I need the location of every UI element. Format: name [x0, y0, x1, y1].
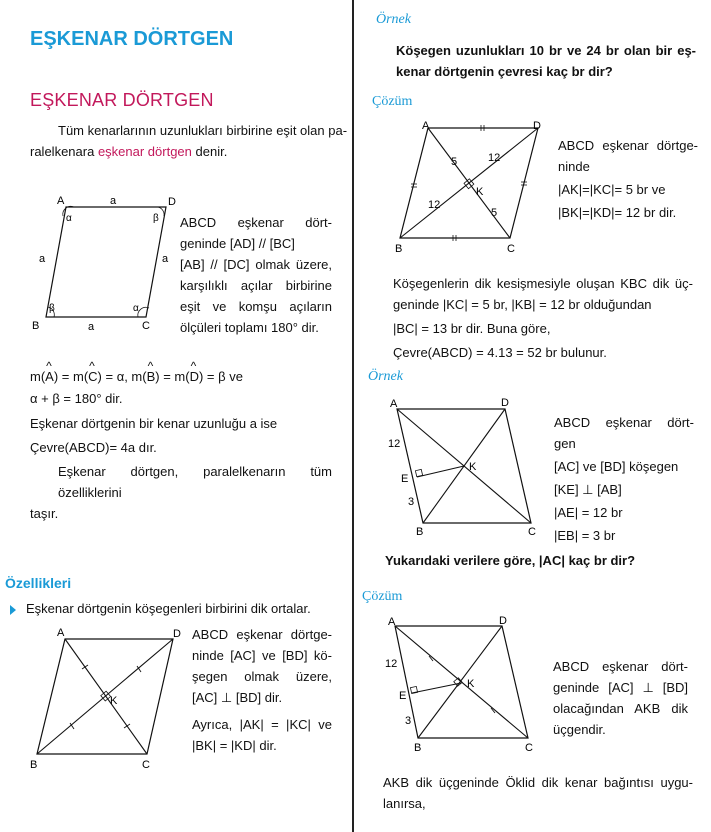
vertex-c-label: C [528, 526, 536, 538]
solution-line: geninde |KC| = 5 br, |KB| = 12 br olduğundan [393, 297, 652, 312]
fig4-text-line: [AC] ve [BD] köşegen [554, 459, 679, 474]
vertex-d-label: D [501, 397, 509, 409]
main-title: EŞKENAR DÖRTGEN [30, 28, 234, 50]
vertex-c-label: C [507, 243, 515, 255]
length-bk-label: 12 [428, 199, 441, 211]
length-ae-label: 12 [388, 438, 401, 450]
vertex-c-label: C [525, 742, 533, 754]
length-kd-label: 12 [488, 152, 501, 164]
solution-line: Çevre(ABCD) = 4.13 = 52 br bulunur. [393, 345, 607, 360]
figure3-description [558, 135, 698, 223]
fig3-text-line: ABCD eşkenar dörtge- [558, 138, 698, 153]
example-1-label: Örnek [376, 12, 411, 27]
solution-line: AKB dik üçgeninde Öklid dik kenar bağıntısı uygu- [383, 775, 693, 790]
vertex-b-label: B [32, 320, 40, 332]
figure1-description [180, 212, 332, 338]
fig3-text-line: |AK|=|KC|= 5 br ve [558, 182, 666, 197]
fig4-text-line: |AE| = 12 br [554, 505, 623, 520]
vertex-a-label: A [57, 627, 65, 639]
example-2-question: Yukarıdaki verilere göre, |AC| kaç br dir? [385, 553, 636, 568]
question-line: kenar dörtgenin çevresi kaç br dir? [396, 64, 613, 79]
definition-term: eşkenar dörtgen [97, 144, 192, 159]
fig2-text-line: Ayrıca, |AK| = |KC| ve [192, 717, 332, 732]
side-a-bottom-label: a [88, 321, 95, 333]
length-kc-label: 5 [491, 207, 498, 219]
solution-2-label: Çözüm [362, 589, 403, 604]
vertex-b-label: B [30, 759, 38, 771]
vertex-b-label: B [416, 526, 424, 538]
vertex-d-label: D [168, 196, 176, 208]
vertex-b-label: B [414, 742, 422, 754]
fig4-text-line: ABCD eşkenar dört- [554, 415, 694, 430]
length-eb-label: 3 [405, 715, 412, 727]
solution-line: |BC| = 13 br dir. Buna göre, [393, 321, 551, 336]
definition-line-2 [30, 141, 227, 162]
vertex-a-label: A [422, 120, 430, 132]
fig5-text-line: olacağından AKB dik [553, 701, 688, 716]
section-title: EŞKENAR DÖRTGEN [30, 90, 214, 110]
angle-d-hat: ^ D [190, 366, 199, 387]
eq-part: ) = α, m( [97, 369, 147, 384]
solution-2-text [383, 772, 693, 814]
fig2-text-line: [AC] ⊥ [BD] dir. [192, 690, 283, 705]
vertex-a-label: A [388, 616, 396, 628]
example-2-label: Örnek [368, 369, 403, 384]
center-k-label: K [476, 186, 484, 198]
rhombus-example-figure [380, 390, 550, 540]
fig4-text-line: [KE] ⊥ [AB] [554, 482, 622, 497]
angle-b-hat: ^ B [147, 366, 156, 387]
angle-beta-d: β [153, 213, 159, 224]
feature-bullet-text: Eşkenar dörtgenin köşegenleri birbirini dik ortalar. [26, 601, 311, 616]
rhombus-solution2-figure [378, 612, 548, 760]
fig2-text-line: ABCD eşkenar dörtge- [192, 627, 332, 642]
center-k-label: K [467, 678, 475, 690]
center-k-label: K [469, 461, 477, 473]
vertex-d-label: D [533, 120, 541, 132]
length-eb-label: 3 [408, 496, 415, 508]
vertex-d-label: D [173, 628, 181, 640]
solution-line: Köşegenlerin dik kesişmesiyle oluşan KBC dik üç- [393, 276, 693, 291]
vertex-c-label: C [142, 759, 150, 771]
angle-sum-equation: α + β = 180° dir. [30, 391, 123, 406]
rhombus-solution-figure [390, 118, 550, 260]
properties-line-2: taşır. [30, 506, 59, 521]
question-line: Köşegen uzunlukları 10 br ve 24 br olan bir eş- [396, 43, 696, 58]
fig4-text-line: |EB| = 3 br [554, 528, 616, 543]
angle-equation [30, 366, 243, 387]
vertex-a-label: A [390, 398, 398, 410]
fig2-text-line: şegen olmak üzere, [192, 669, 332, 684]
figure2-description [192, 624, 332, 756]
figure4-description [554, 412, 694, 546]
angle-alpha-c: α [133, 303, 139, 314]
solution-line: lanırsa, [383, 796, 426, 811]
fig1-text-line: geninde [AD] // [BC] [180, 236, 295, 251]
side-a-top-label: a [110, 195, 117, 207]
side-a-right-label: a [162, 253, 169, 265]
center-k-label: K [110, 695, 118, 707]
fig5-text-line: ABCD eşkenar dört- [553, 659, 688, 674]
feature-bullet [10, 598, 311, 619]
vertex-c-label: C [142, 320, 150, 332]
length-ae-label: 12 [385, 658, 398, 670]
eq-part: m( [30, 369, 46, 384]
vertex-b-label: B [395, 243, 403, 255]
fig4-text-line: gen [554, 436, 576, 451]
rhombus-diagonals-figure [25, 622, 185, 772]
column-divider [352, 0, 354, 832]
fig1-text-line: ölçüleri toplamı 180° dir. [180, 320, 319, 335]
point-e-label: E [401, 473, 409, 485]
figure5-description [553, 656, 688, 740]
eq-part: ) = β ve [198, 369, 243, 384]
example-1-question [378, 40, 696, 82]
fig1-text-line: karşılıklı açılar birbirine [180, 278, 332, 293]
side-a-left-label: a [39, 253, 46, 265]
vertex-d-label: D [499, 615, 507, 627]
features-heading: Özellikleri [5, 575, 72, 591]
rhombus-angles-figure [22, 190, 192, 335]
definition-line-1: Tüm kenarlarının uzunlukları birbirine eşit olan pa- [58, 123, 348, 138]
perimeter-line-2: Çevre(ABCD)= 4a dır. [30, 440, 157, 455]
bullet-icon [10, 605, 16, 615]
length-ak-label: 5 [451, 156, 458, 168]
properties-line-1: Eşkenar dörtgen, paralelkenarın tüm özelliklerini [58, 464, 332, 500]
vertex-a-label: A [57, 195, 65, 207]
definition-text-end: denir. [191, 144, 228, 159]
eq-part: ) = m( [155, 369, 190, 384]
properties-paragraph [30, 461, 332, 524]
fig5-text-line: üçgendir. [553, 722, 606, 737]
angle-beta-b: β [49, 303, 55, 314]
fig1-text-line: ABCD eşkenar dört- [180, 215, 332, 230]
definition-text: ralelkenara [30, 144, 98, 159]
perimeter-line-1: Eşkenar dörtgenin bir kenar uzunluğu a ise [30, 416, 278, 431]
angle-a-hat: ^ A [45, 366, 54, 387]
fig5-text-line: geninde [AC] ⊥ [BD] [553, 680, 688, 695]
angle-alpha-a: α [66, 213, 72, 224]
fig1-text-line: [AB] // [DC] olmak üzere, [180, 257, 332, 272]
angle-c-hat: ^ C [88, 366, 97, 387]
fig3-text-line: |BK|=|KD|= 12 br dir. [558, 205, 677, 220]
fig2-text-line: |BK| = |KD| dir. [192, 738, 277, 753]
point-e-label: E [399, 690, 407, 702]
solution-1-text [393, 273, 693, 363]
fig2-text-line: ninde [AC] ve [BD] kö- [192, 648, 332, 663]
fig1-text-line: eşit ve komşu açıların [180, 299, 332, 314]
eq-part: ) = m( [53, 369, 89, 384]
fig3-text-line: ninde [558, 159, 590, 174]
solution-1-label: Çözüm [372, 94, 413, 109]
